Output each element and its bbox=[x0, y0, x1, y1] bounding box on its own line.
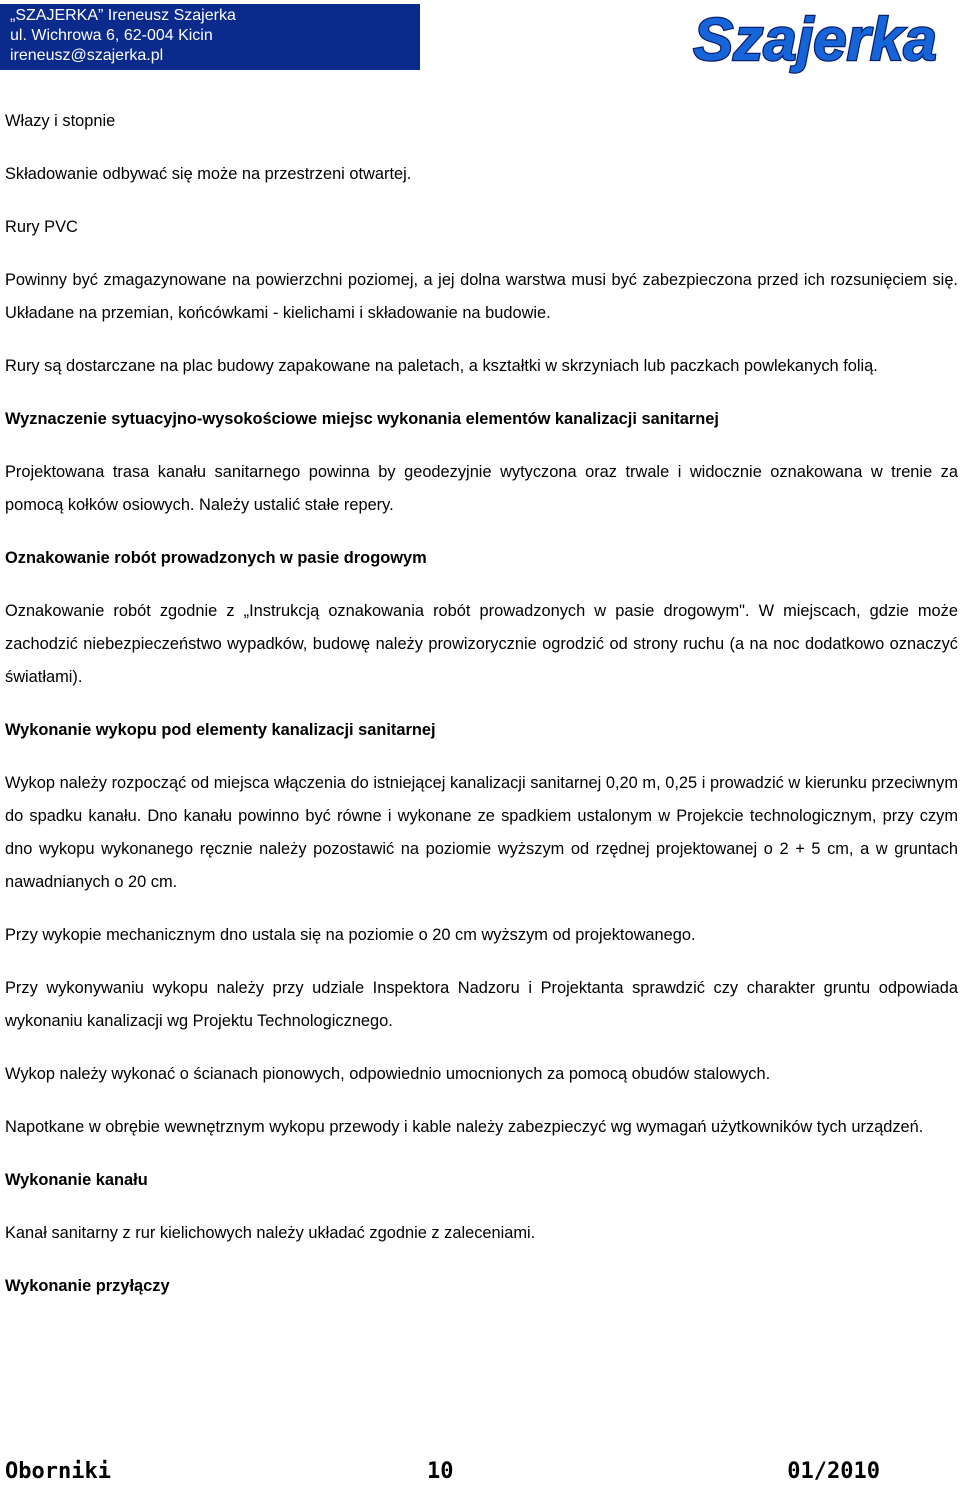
paragraph: Przy wykonywaniu wykopu należy przy udziale Inspektora Nadzoru i Projektanta sprawdzić czy charakter gruntu odpowiada wykonaniu kanalizacji wg Projektu Technologicznego. bbox=[5, 979, 958, 1030]
page-footer bbox=[5, 1458, 880, 1486]
section-heading: Wykonanie przyłączy bbox=[5, 1277, 170, 1295]
paragraph: Wykop należy rozpocząć od miejsca włączenia do istniejącej kanalizacji sanitarnej 0,20 m, 0,25 i prowadzić w kierunku przeciwnym do spadku kanału. Dno kanału powinno być równe i wykonane ze spadkiem ustalonym w Projekcie technologicznym, przy czym dno wykopu wykonanego ręcznie należy pozostawić na poziomie wyższym od rzędnej projektowanej o 2 + 5 cm, a w gruntach nawadnianych o 20 cm. bbox=[5, 774, 958, 891]
paragraph: Projektowana trasa kanału sanitarnego powinna by geodezyjnie wytyczona oraz trwale i widocznie oznakowana w trenie za pomocą kołków osiowych. Należy ustalić stałe repery. bbox=[5, 463, 958, 514]
page-header bbox=[0, 0, 960, 80]
document-body bbox=[5, 105, 958, 1323]
paragraph: Składowanie odbywać się może na przestrzeni otwartej. bbox=[5, 165, 412, 183]
section-heading: Wyznaczenie sytuacyjno-wysokościowe miejsc wykonania elementów kanalizacji sanitarnej bbox=[5, 410, 719, 428]
section-heading: Oznakowanie robót prowadzonych w pasie drogowym bbox=[5, 549, 427, 567]
logo-text: Szajerka bbox=[693, 6, 937, 73]
paragraph: Włazy i stopnie bbox=[5, 112, 116, 130]
company-info bbox=[0, 4, 420, 70]
company-logo bbox=[690, 2, 940, 74]
company-email: ireneusz@szajerka.pl bbox=[10, 47, 164, 64]
section-heading: Wykonanie wykopu pod elementy kanalizacji sanitarnej bbox=[5, 721, 436, 739]
section-heading: Wykonanie kanału bbox=[5, 1171, 148, 1189]
paragraph: Oznakowanie robót zgodnie z „Instrukcją oznakowania robót prowadzonych w pasie drogowym". W miejscach, gdzie może zachodzić niebezpieczeństwo wypadków, budowę należy prowizorycznie ogrodzić od strony ruchu (a na noc dodatkowo oznaczyć światłami). bbox=[5, 602, 958, 686]
company-address: ul. Wichrowa 6, 62-004 Kicin bbox=[10, 27, 213, 44]
company-name: „SZAJERKA” Ireneusz Szajerka bbox=[10, 7, 236, 24]
paragraph: Przy wykopie mechanicznym dno ustala się na poziomie o 20 cm wyższym od projektowanego. bbox=[5, 926, 696, 944]
paragraph: Kanał sanitarny z rur kielichowych należy układać zgodnie z zaleceniami. bbox=[5, 1224, 536, 1242]
paragraph: Napotkane w obrębie wewnętrznym wykopu przewody i kable należy zabezpieczyć wg wymagań użytkowników tych urządzeń. bbox=[5, 1118, 924, 1136]
paragraph: Rury są dostarczane na plac budowy zapakowane na paletach, a kształtki w skrzyniach lub paczkach powlekanych folią. bbox=[5, 357, 878, 375]
footer-location: Oborniki bbox=[5, 1459, 111, 1484]
paragraph: Wykop należy wykonać o ścianach pionowych, odpowiednio umocnionych za pomocą obudów stalowych. bbox=[5, 1065, 771, 1083]
footer-date: 01/2010 bbox=[787, 1459, 880, 1484]
page-number: 10 bbox=[427, 1459, 454, 1484]
paragraph: Rury PVC bbox=[5, 218, 78, 236]
paragraph: Powinny być zmagazynowane na powierzchni poziomej, a jej dolna warstwa musi być zabezpieczona przed ich rozsunięciem się. Układane na przemian, końcówkami - kielichami i składowanie na budowie. bbox=[5, 271, 958, 322]
